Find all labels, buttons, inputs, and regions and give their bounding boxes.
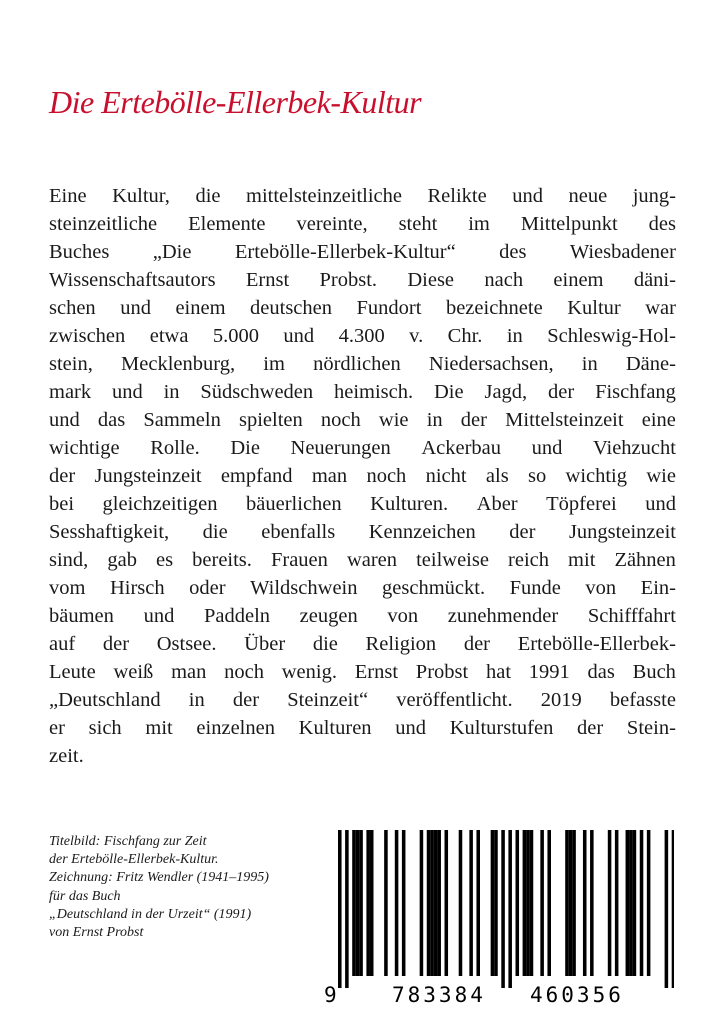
blurb-word: wichtig bbox=[565, 465, 628, 487]
caption-line: von Ernst Probst bbox=[49, 925, 144, 941]
blurb-word: in bbox=[426, 409, 443, 431]
blurb-word: 1991 bbox=[528, 661, 570, 683]
blurb-word: Funde bbox=[509, 577, 561, 599]
blurb-word: bezeichnete bbox=[445, 297, 543, 319]
blurb-word: es bbox=[156, 549, 174, 571]
blurb-word: Mittelsteinzeit bbox=[505, 409, 624, 431]
blurb-word: Probst. bbox=[319, 269, 378, 291]
blurb-word: „Die bbox=[152, 241, 192, 263]
caption-line: Titelbild: Fischfang zur Zeit bbox=[49, 834, 207, 849]
blurb-word: Fundort bbox=[356, 297, 422, 319]
blurb-line bbox=[49, 350, 676, 378]
barcode-bar bbox=[366, 830, 370, 976]
blurb-word: Schifffahrt bbox=[587, 605, 676, 627]
blurb-word: steht bbox=[398, 213, 438, 235]
blurb-word: Ernst bbox=[354, 661, 399, 683]
blurb-word: der bbox=[232, 689, 260, 711]
caption-line: für das Buch bbox=[49, 888, 121, 904]
blurb-word: ebenfalls bbox=[261, 521, 336, 543]
blurb-word: von bbox=[585, 577, 617, 599]
blurb-word: der bbox=[102, 633, 130, 655]
blurb-word: einem bbox=[175, 297, 226, 319]
blurb-word: Steinzeit“ bbox=[287, 689, 369, 711]
blurb-line bbox=[49, 238, 676, 266]
blurb-line bbox=[49, 714, 676, 742]
blurb-word: die bbox=[195, 185, 221, 207]
blurb-word: gab bbox=[107, 549, 137, 571]
blurb-word: zeugen bbox=[299, 605, 358, 627]
blurb-word: die bbox=[202, 521, 228, 543]
blurb-word: der bbox=[577, 717, 604, 739]
blurb-word: bei bbox=[49, 493, 75, 515]
blurb-line bbox=[49, 266, 676, 294]
blurb-word: Ertebölle-Ellerbek-Kultur“ bbox=[234, 241, 456, 263]
barcode-guard-bar bbox=[338, 830, 342, 988]
blurb-word: befasste bbox=[609, 689, 676, 711]
blurb-word: sind, bbox=[49, 549, 89, 571]
blurb-word: war bbox=[645, 297, 676, 319]
blurb-word: hat bbox=[485, 661, 512, 683]
barcode-bar bbox=[547, 830, 551, 976]
blurb-word: in bbox=[506, 325, 523, 347]
blurb-word: Ostsee. bbox=[156, 633, 217, 655]
blurb-word: wie bbox=[378, 409, 409, 431]
blurb-word: Neuerungen bbox=[290, 437, 391, 459]
barcode-digits-right: 460356 bbox=[530, 983, 624, 1007]
blurb-line bbox=[49, 462, 676, 490]
barcode-bar bbox=[469, 830, 473, 976]
blurb-word: Jagd, bbox=[484, 381, 528, 403]
blurb-line bbox=[49, 210, 676, 238]
blurb-word: Kulturstufen bbox=[449, 717, 554, 739]
blurb-word: heimisch. bbox=[334, 381, 414, 403]
blurb-word: Töpferei bbox=[546, 493, 617, 515]
caption-line: Zeichnung: Fritz Wendler (1941–1995) bbox=[49, 870, 269, 886]
barcode-guard-bar bbox=[501, 830, 505, 988]
blurb-word: noch bbox=[366, 465, 407, 487]
book-title: Die Ertebölle-Ellerbek-Kultur bbox=[49, 84, 422, 120]
blurb-word: wichtige bbox=[49, 437, 120, 459]
blurb-word: man bbox=[171, 661, 207, 683]
isbn-barcode bbox=[318, 830, 674, 1010]
blurb-word: gleichzeitigen bbox=[102, 493, 218, 515]
blurb-word: Sammeln bbox=[143, 409, 221, 431]
barcode-bar bbox=[629, 830, 633, 976]
blurb-word: einem bbox=[553, 269, 604, 291]
barcode-bar bbox=[370, 830, 374, 976]
blurb-word: in bbox=[163, 381, 180, 403]
blurb-word: reich bbox=[508, 549, 549, 571]
barcode-bar bbox=[359, 830, 363, 976]
barcode-bar bbox=[626, 830, 630, 976]
barcode-bar bbox=[565, 830, 569, 976]
blurb-word: veröffentlicht. bbox=[396, 689, 513, 711]
blurb-word: mark bbox=[49, 381, 92, 403]
blurb-word: Kennzeichen bbox=[368, 521, 476, 543]
blurb-word: bereits. bbox=[192, 549, 252, 571]
blurb-word: waren bbox=[346, 549, 398, 571]
barcode-bar bbox=[356, 830, 360, 976]
blurb-word: des bbox=[499, 241, 527, 263]
barcode-guard-bar bbox=[665, 830, 669, 988]
blurb-word: und bbox=[120, 297, 151, 319]
blurb-word: Buches bbox=[49, 241, 110, 263]
barcode-bar bbox=[590, 830, 594, 976]
barcode-bar bbox=[615, 830, 619, 976]
blurb-word: Südschweden bbox=[200, 381, 314, 403]
barcode-bar bbox=[633, 830, 637, 976]
blurb-word: 4.300 bbox=[338, 325, 385, 347]
barcode-bar bbox=[402, 830, 406, 976]
blurb-word: „Deutschland bbox=[49, 689, 161, 711]
blurb-word: Leute bbox=[49, 661, 96, 683]
blurb-word: Elemente bbox=[188, 213, 266, 235]
cover-image-caption bbox=[49, 833, 309, 942]
barcode-bar bbox=[516, 830, 520, 976]
blurb-word: Kultur bbox=[567, 297, 621, 319]
blurb-line bbox=[49, 546, 676, 574]
blurb-word: Sesshaftigkeit, bbox=[49, 521, 170, 543]
blurb-word: Kulturen. bbox=[370, 493, 449, 515]
barcode-bar bbox=[427, 830, 431, 976]
barcode-bar bbox=[583, 830, 587, 976]
blurb-word: Schleswig-Hol- bbox=[547, 325, 676, 347]
blurb-word: Viehzucht bbox=[592, 437, 676, 459]
blurb-word: das bbox=[97, 409, 126, 431]
blurb-word: des bbox=[648, 213, 676, 235]
blurb-word: Jungsteinzeit bbox=[568, 521, 676, 543]
blurb-line bbox=[49, 574, 676, 602]
blurb-word: geschmückt. bbox=[382, 577, 486, 599]
barcode-bar bbox=[647, 830, 651, 976]
blurb-line bbox=[49, 322, 676, 350]
blurb-word: mittelsteinzeitliche bbox=[246, 185, 402, 207]
blurb-text bbox=[49, 182, 676, 770]
barcode-bar bbox=[526, 830, 530, 976]
blurb-word: in bbox=[581, 353, 598, 375]
blurb-word: bäuerlichen bbox=[246, 493, 342, 515]
blurb-word: so bbox=[527, 465, 547, 487]
blurb-word: Paddeln bbox=[203, 605, 271, 627]
barcode-guard-bar bbox=[672, 830, 674, 988]
barcode-guard-bar bbox=[345, 830, 349, 988]
barcode-bar bbox=[640, 830, 644, 976]
barcode-bar bbox=[384, 830, 388, 976]
barcode-bar bbox=[523, 830, 527, 976]
blurb-word: von bbox=[387, 605, 419, 627]
blurb-word: Ertebölle-Ellerbek- bbox=[517, 633, 676, 655]
barcode-bar bbox=[540, 830, 544, 976]
blurb-word: vereinte, bbox=[296, 213, 368, 235]
blurb-word: Die bbox=[230, 437, 260, 459]
blurb-word: die bbox=[312, 633, 338, 655]
blurb-word: bäumen bbox=[49, 605, 114, 627]
blurb-word: 5.000 bbox=[212, 325, 259, 347]
blurb-word: und bbox=[283, 325, 315, 347]
blurb-word: etwa bbox=[149, 325, 189, 347]
blurb-line bbox=[49, 742, 676, 770]
blurb-word: Über bbox=[244, 633, 286, 655]
blurb-word: Wissenschaftsautors bbox=[49, 269, 216, 291]
blurb-word: nach bbox=[484, 269, 524, 291]
blurb-word: Eine bbox=[49, 185, 87, 207]
blurb-word: Mittelpunkt bbox=[520, 213, 618, 235]
blurb-word: wenig. bbox=[281, 661, 337, 683]
blurb-line bbox=[49, 518, 676, 546]
blurb-line bbox=[49, 658, 676, 686]
blurb-word: weiß bbox=[113, 661, 154, 683]
blurb-word: Buch bbox=[632, 661, 676, 683]
blurb-word: Mecklenburg, bbox=[121, 353, 236, 375]
blurb-word: oder bbox=[189, 577, 226, 599]
blurb-word: Kulturen bbox=[298, 717, 372, 739]
blurb-word: der bbox=[463, 633, 491, 655]
barcode-bar bbox=[476, 830, 480, 976]
blurb-word: spielten bbox=[238, 409, 303, 431]
barcode-bar bbox=[608, 830, 612, 976]
blurb-word: mit bbox=[145, 717, 173, 739]
barcode-bar bbox=[420, 830, 424, 976]
blurb-word: Die bbox=[434, 381, 464, 403]
blurb-word: und bbox=[111, 381, 143, 403]
blurb-word: und bbox=[143, 605, 175, 627]
blurb-word: der bbox=[49, 465, 76, 487]
blurb-word: Ein- bbox=[640, 577, 676, 599]
blurb-word: sich bbox=[88, 717, 122, 739]
blurb-word: einzelnen bbox=[196, 717, 275, 739]
blurb-line bbox=[49, 378, 676, 406]
blurb-line bbox=[49, 686, 676, 714]
blurb-word: Frauen bbox=[270, 549, 328, 571]
blurb-line bbox=[49, 630, 676, 658]
blurb-word: im bbox=[263, 353, 285, 375]
blurb-word: neue bbox=[568, 185, 608, 207]
blurb-word: Zähnen bbox=[614, 549, 676, 571]
blurb-word: Aber bbox=[476, 493, 518, 515]
barcode-bar bbox=[569, 830, 573, 976]
barcode-bar bbox=[494, 830, 498, 976]
blurb-word: noch bbox=[320, 409, 361, 431]
blurb-word: zunehmender bbox=[447, 605, 559, 627]
blurb-word: Jungsteinzeit bbox=[94, 465, 202, 487]
blurb-word: Hirsch bbox=[109, 577, 165, 599]
blurb-word: und bbox=[512, 185, 543, 207]
blurb-word: deutschen bbox=[250, 297, 333, 319]
blurb-word: Diese bbox=[407, 269, 455, 291]
blurb-word: nicht bbox=[425, 465, 467, 487]
blurb-word: 2019 bbox=[540, 689, 582, 711]
blurb-word: zwischen bbox=[49, 325, 126, 347]
blurb-word: im bbox=[468, 213, 490, 235]
barcode-bar bbox=[459, 830, 463, 976]
blurb-word: Religion bbox=[365, 633, 437, 655]
blurb-word: Ackerbau bbox=[421, 437, 501, 459]
blurb-line bbox=[49, 602, 676, 630]
blurb-word: Niedersachsen, bbox=[428, 353, 554, 375]
blurb-word: Ernst bbox=[245, 269, 290, 291]
blurb-line bbox=[49, 434, 676, 462]
blurb-word: und bbox=[531, 437, 563, 459]
blurb-word: der bbox=[548, 381, 575, 403]
blurb-word: und bbox=[49, 409, 80, 431]
blurb-word: empfand bbox=[220, 465, 293, 487]
blurb-line bbox=[49, 182, 676, 210]
barcode-digits-left: 783384 bbox=[392, 983, 486, 1007]
blurb-word: zeit. bbox=[49, 745, 84, 767]
blurb-word: nördlichen bbox=[313, 353, 401, 375]
barcode-digit-first: 9 bbox=[324, 983, 337, 1007]
blurb-word: stein, bbox=[49, 353, 93, 375]
barcode-bar bbox=[430, 830, 434, 976]
blurb-word: auf bbox=[49, 633, 76, 655]
blurb-line bbox=[49, 490, 676, 518]
blurb-word: Wildschwein bbox=[250, 577, 358, 599]
blurb-word: und bbox=[395, 717, 426, 739]
blurb-word: noch bbox=[224, 661, 264, 683]
barcode-bar bbox=[445, 830, 449, 976]
barcode-bar bbox=[572, 830, 576, 976]
blurb-word: steinzeitliche bbox=[49, 213, 158, 235]
blurb-word: däni- bbox=[633, 269, 676, 291]
barcode-bar bbox=[395, 830, 399, 976]
blurb-word: Relikte bbox=[427, 185, 487, 207]
blurb-word: als bbox=[485, 465, 509, 487]
blurb-word: teilweise bbox=[416, 549, 489, 571]
caption-line: „Deutschland in der Urzeit“ (1991) bbox=[49, 906, 252, 922]
blurb-word: Fischfang bbox=[595, 381, 676, 403]
barcode-guard-bar bbox=[508, 830, 512, 988]
barcode-bar bbox=[352, 830, 356, 976]
blurb-word: Wiesbadener bbox=[569, 241, 676, 263]
blurb-word: schen bbox=[49, 297, 96, 319]
blurb-word: in bbox=[188, 689, 205, 711]
blurb-word: Chr. bbox=[447, 325, 483, 347]
blurb-line bbox=[49, 294, 676, 322]
blurb-line bbox=[49, 406, 676, 434]
blurb-word: das bbox=[587, 661, 615, 683]
caption-line: der Ertebölle-Ellerbek-Kultur. bbox=[49, 852, 219, 868]
blurb-word: Kultur, bbox=[112, 185, 170, 207]
blurb-word: Probst bbox=[415, 661, 469, 683]
barcode-bars bbox=[338, 830, 674, 988]
blurb-word: und bbox=[645, 493, 676, 515]
blurb-word: Stein- bbox=[626, 717, 676, 739]
blurb-word: jung- bbox=[632, 185, 676, 207]
barcode-bar bbox=[437, 830, 441, 976]
blurb-word: wie bbox=[646, 465, 676, 487]
blurb-word: mit bbox=[568, 549, 596, 571]
barcode-bar bbox=[491, 830, 495, 976]
blurb-word: der bbox=[460, 409, 487, 431]
blurb-word: Rolle. bbox=[150, 437, 200, 459]
blurb-word: v. bbox=[409, 325, 424, 347]
barcode-bar bbox=[434, 830, 438, 976]
blurb-word: vom bbox=[49, 577, 86, 599]
blurb-word: er bbox=[49, 717, 65, 739]
blurb-word: man bbox=[311, 465, 348, 487]
barcode-bar bbox=[530, 830, 534, 976]
blurb-word: Däne- bbox=[625, 353, 676, 375]
blurb-word: der bbox=[509, 521, 536, 543]
blurb-word: eine bbox=[641, 409, 676, 431]
